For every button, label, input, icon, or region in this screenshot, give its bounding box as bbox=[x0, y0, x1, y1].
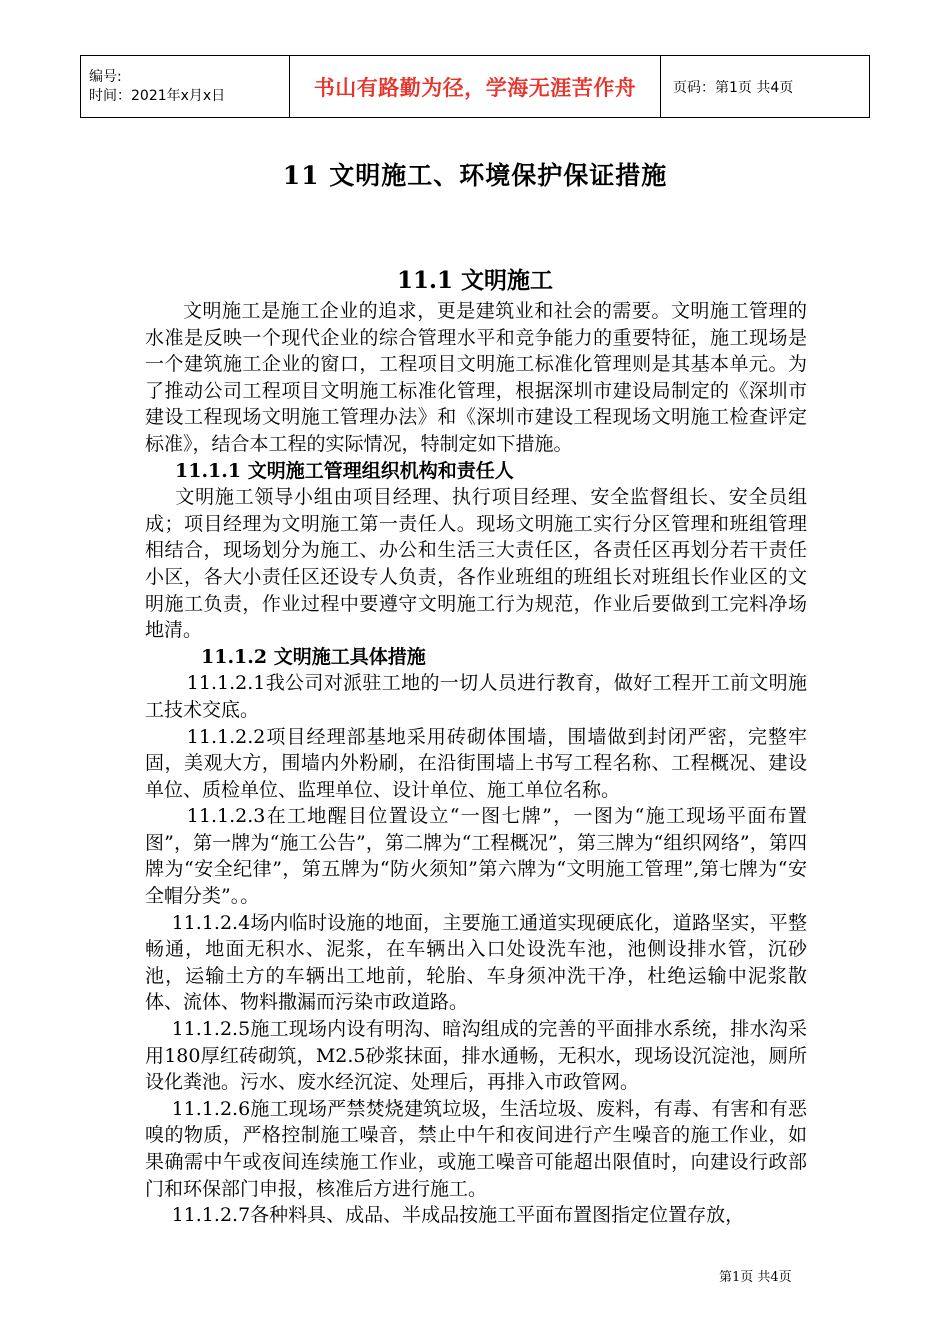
header-page-info: 页码：第1页 共4页 bbox=[661, 56, 870, 118]
measure-item-4: 11.1.2.4场内临时设施的地面，主要施工通道实现硬底化，道路坚实，平整畅通，地面无积水、泥浆，在车辆出入口处设洗车池，池侧设排水管，沉砂池，运输土方的车辆出工地前，轮胎、车身须冲洗干净，杜绝运输中泥浆散体、流体、物料撒漏而污染市政道路。 bbox=[145, 911, 807, 1014]
document-number-label: 编号: bbox=[89, 68, 122, 85]
intro-paragraph: 文明施工是施工企业的追求，更是建筑业和社会的需要。文明施工管理的水准是反映一个现代企业的综合管理水平和竞争能力的重要特征，施工现场是一个建筑施工企业的窗口，工程项目文明施工标准化管理则是其基本单元。为了推动公司工程项目文明施工标准化管理，根据深圳市建设局制定的《深圳市建设工程现场文明施工管理办法》和《深圳市建设工程现场文明施工检查评定标准》，结合本工程的实际情况，特制定如下措施。 bbox=[145, 300, 807, 455]
document-body bbox=[145, 298, 807, 1229]
subsection-paragraph-1: 文明施工领导小组由项目经理、执行项目经理、安全监督组长、安全员组成；项目经理为文明施工第一责任人。现场文明施工实行分区管理和班组管理相结合，现场划分为施工、办公和生活三大责任区，各责任区再划分若干责任小区，各大小责任区还设专人负责，各作业班组的班组长对班组长作业区的文明施工负责，作业过程中要遵守文明施工行为规范，作业后要做到工完料净场地清。 bbox=[145, 486, 807, 642]
measure-item-3: 11.1.2.3在工地醒目位置设立“一图七牌”，一图为“施工现场平面布置图”，第一牌为“施工公告”，第二牌为“工程概况”，第三牌为“组织网络”，第四牌为“安全纪律”，第五牌为“防火须知”第六牌为“文明施工管理”,第七牌为“安全帽分类”。。 bbox=[145, 805, 807, 908]
document-time-label: 时间：2021年x月x日 bbox=[89, 87, 226, 104]
section-title: 11.1 文明施工 bbox=[396, 267, 554, 294]
subsection-title-1: 11.1.1 文明施工管理组织机构和责任人 bbox=[175, 459, 514, 482]
measure-item-7: 11.1.2.7各种料具、成品、半成品按施工平面布置图指定位置存放， bbox=[171, 1204, 745, 1227]
document-title: 11 文明施工、环境保护保证措施 bbox=[282, 161, 668, 190]
header-meta-cell bbox=[81, 56, 290, 118]
header-table bbox=[80, 55, 870, 118]
page-footer: 第1页 共4页 bbox=[719, 1270, 792, 1285]
measure-item-5: 11.1.2.5施工现场内设有明沟、暗沟组成的完善的平面排水系统，排水沟采用180厚红砖砌筑，M2.5砂浆抹面，排水通畅，无积水，现场设沉淀池，厕所设化粪池。污水、废水经沉淀、处理后，再排入市政管网。 bbox=[145, 1018, 807, 1094]
measure-item-6: 11.1.2.6施工现场严禁焚烧建筑垃圾，生活垃圾、废料，有毒、有害和有恶嗅的物质，严格控制施工噪音，禁止中午和夜间进行产生噪音的施工作业，如果确需中午或夜间连续施工作业，或施工噪音可能超出限值时，向建设行政部门和环保部门申报，核准后方进行施工。 bbox=[145, 1097, 807, 1200]
header-motto: 书山有路勤为径，学海无涯苦作舟 bbox=[290, 56, 661, 118]
measure-item-2: 11.1.2.2项目经理部基地采用砖砌体围墙，围墙做到封闭严密，完整牢固，美观大方，围墙内外粉刷，在沿街围墙上书写工程名称、工程概况、建设单位、质检单位、监理单位、设计单位、施工单位名称。 bbox=[145, 725, 807, 801]
measure-item-1: 11.1.2.1我公司对派驻工地的一切人员进行教育，做好工程开工前文明施工技术交底。 bbox=[145, 672, 807, 721]
subsection-title-2: 11.1.2 文明施工具体措施 bbox=[201, 645, 426, 668]
